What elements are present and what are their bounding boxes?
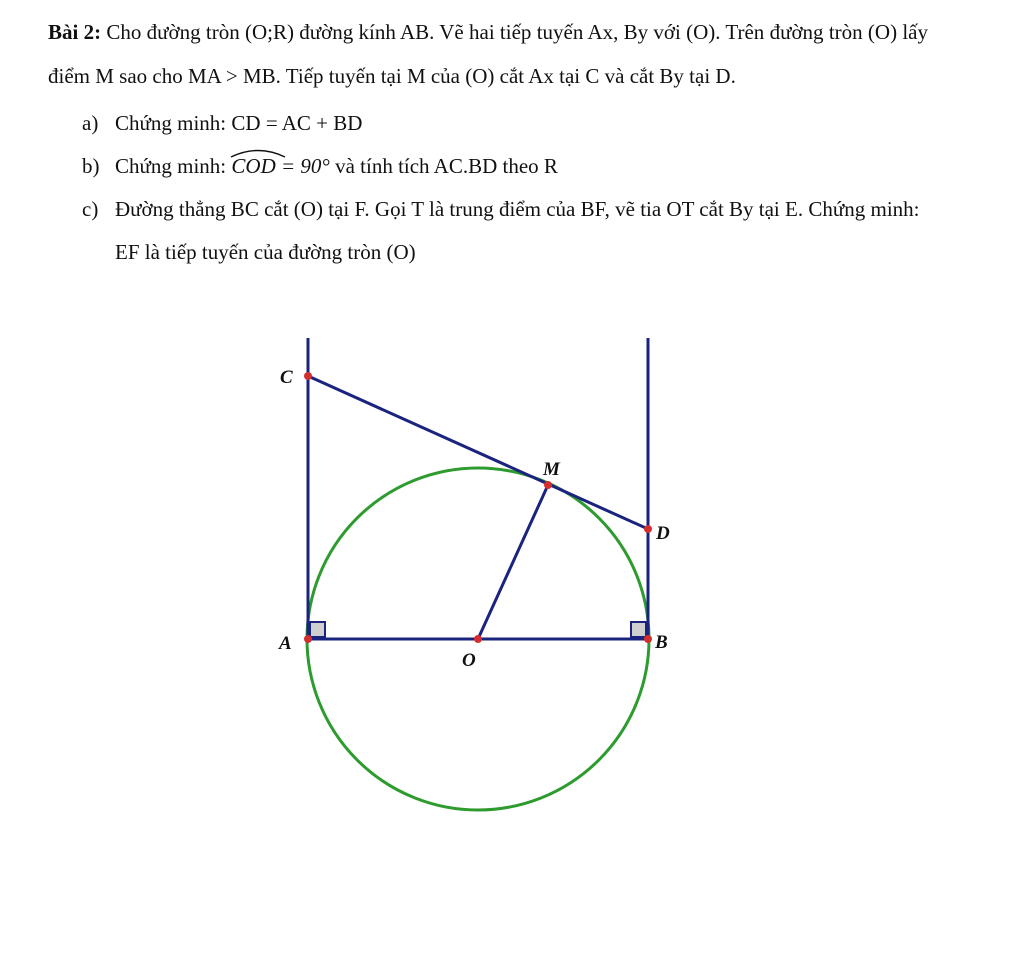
task-b-pre: Chứng minh: — [115, 154, 232, 178]
radius-om — [478, 485, 548, 639]
point-b — [644, 635, 652, 643]
task-a-text: Chứng minh: CD = AC + BD — [115, 111, 363, 135]
task-c-marker: c) — [82, 197, 99, 221]
right-angle-b — [631, 622, 646, 637]
label-b: B — [655, 632, 668, 653]
problem-number: Bài 2: — [48, 20, 102, 44]
point-c — [304, 372, 312, 380]
point-o — [474, 635, 482, 643]
label-o: O — [462, 650, 476, 671]
point-a — [304, 635, 312, 643]
angle-name: COD — [231, 154, 276, 178]
task-b-marker: b) — [82, 154, 100, 178]
tangent-cd — [308, 376, 648, 529]
task-c-text: Đường thẳng BC cắt (O) tại F. Gọi T là trung điểm của BF, vẽ tia OT cắt By tại E. Chứng minh: EF là tiếp tuyến của đường tròn (O) — [115, 197, 920, 264]
label-a: A — [279, 633, 292, 654]
label-m: M — [543, 459, 560, 480]
right-angle-a — [310, 622, 325, 637]
label-c: C — [280, 367, 293, 388]
task-a-marker: a) — [82, 111, 99, 135]
point-m — [544, 481, 552, 489]
label-d: D — [656, 523, 670, 544]
task-b-post: và tính tích AC.BD theo R — [329, 154, 558, 178]
task-b-eq: = 90° — [275, 154, 330, 178]
problem-intro: Cho đường tròn (O;R) đường kính AB. Vẽ hai tiếp tuyến Ax, By với (O). Trên đường tròn (O) lấy điểm M sao cho MA > MB. Tiếp tuyến tại M của (O) cắt Ax tại C và cắt By tại D. — [48, 20, 928, 88]
point-d — [644, 525, 652, 533]
